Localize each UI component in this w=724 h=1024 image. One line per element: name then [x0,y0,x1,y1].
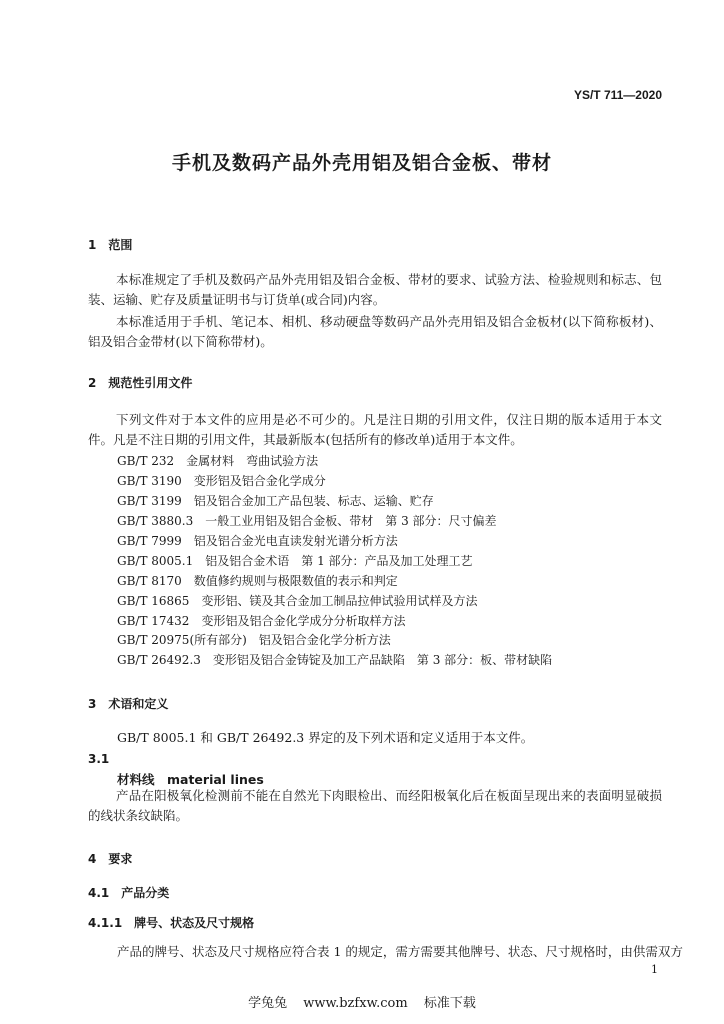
term-material-lines: 材料线 material lines [117,772,264,787]
reference-item: GB/T 8170 数值修约规则与极限数值的表示和判定 [117,574,398,588]
section-2-intro: 下列文件对于本文件的应用是必不可少的。凡是注日期的引用文件，仅注日期的版本适用于本文件。凡是不注日期的引用文件，其最新版本(包括所有的修改单)适用于本文件。 [88,412,662,447]
subsection-4-1-heading: 4.1 产品分类 [88,886,170,900]
footer-url-link[interactable]: www.bzfxw.com [303,996,408,1011]
page-number: 1 [651,963,658,976]
reference-item: GB/T 17432 变形铝及铝合金化学成分分析取样方法 [117,614,406,628]
footer-site-name: 学兔兔 [248,996,288,1011]
reference-item: GB/T 3190 变形铝及铝合金化学成分 [117,474,326,488]
reference-item: GB/T 20975(所有部分) 铝及铝合金化学分析方法 [117,633,391,647]
reference-item: GB/T 26492.3 变形铝及铝合金铸锭及加工产品缺陷 第 3 部分：板、带材缺陷 [117,653,553,667]
section-2-heading: 2 规范性引用文件 [88,376,193,390]
reference-item: GB/T 3880.3 一般工业用铝及铝合金板、带材 第 3 部分：尺寸偏差 [117,514,497,528]
subsection-4-1-1-heading: 4.1.1 牌号、状态及尺寸规格 [88,916,255,930]
term-definition: 产品在阳极氧化检测前不能在自然光下肉眼检出、而经阳极氧化后在板面呈现出来的表面明显破损的线状条纹缺陷。 [88,788,662,823]
section-1-paragraph-2: 本标准适用于手机、笔记本、相机、移动硬盘等数码产品外壳用铝及铝合金板材(以下简称板材)、铝及铝合金带材(以下简称带材)。 [88,314,662,349]
section-4-text: 产品的牌号、状态及尺寸规格应符合表 1 的规定，需方需要其他牌号、状态、尺寸规格时，由供需双方 [117,944,683,959]
subsection-3-1-number: 3.1 [88,752,110,766]
section-4-heading: 4 要求 [88,852,133,866]
footer-banner [0,992,724,1011]
reference-item: GB/T 8005.1 铝及铝合金术语 第 1 部分：产品及加工处理工艺 [117,554,473,568]
reference-item: GB/T 232 金属材料 弯曲试验方法 [117,454,319,468]
document-title: 手机及数码产品外壳用铝及铝合金板、带材 [171,152,552,174]
section-3-heading: 3 术语和定义 [88,697,169,711]
reference-item: GB/T 16865 变形铝、镁及其合金加工制品拉伸试验用试样及方法 [117,594,478,608]
reference-item: GB/T 3199 铝及铝合金加工产品包装、标志、运输、贮存 [117,494,434,508]
reference-item: GB/T 7999 铝及铝合金光电直读发射光谱分析方法 [117,534,398,548]
footer-label: 标准下载 [423,996,476,1011]
section-1-paragraph-1: 本标准规定了手机及数码产品外壳用铝及铝合金板、带材的要求、试验方法、检验规则和标志、包装、运输、贮存及质量证明书与订货单(或合同)内容。 [88,272,662,307]
standard-code: YS/T 711—2020 [573,88,662,102]
section-3-intro: GB/T 8005.1 和 GB/T 26492.3 界定的及下列术语和定义适用于本文件。 [117,730,534,745]
section-1-heading: 1 范围 [88,238,133,252]
